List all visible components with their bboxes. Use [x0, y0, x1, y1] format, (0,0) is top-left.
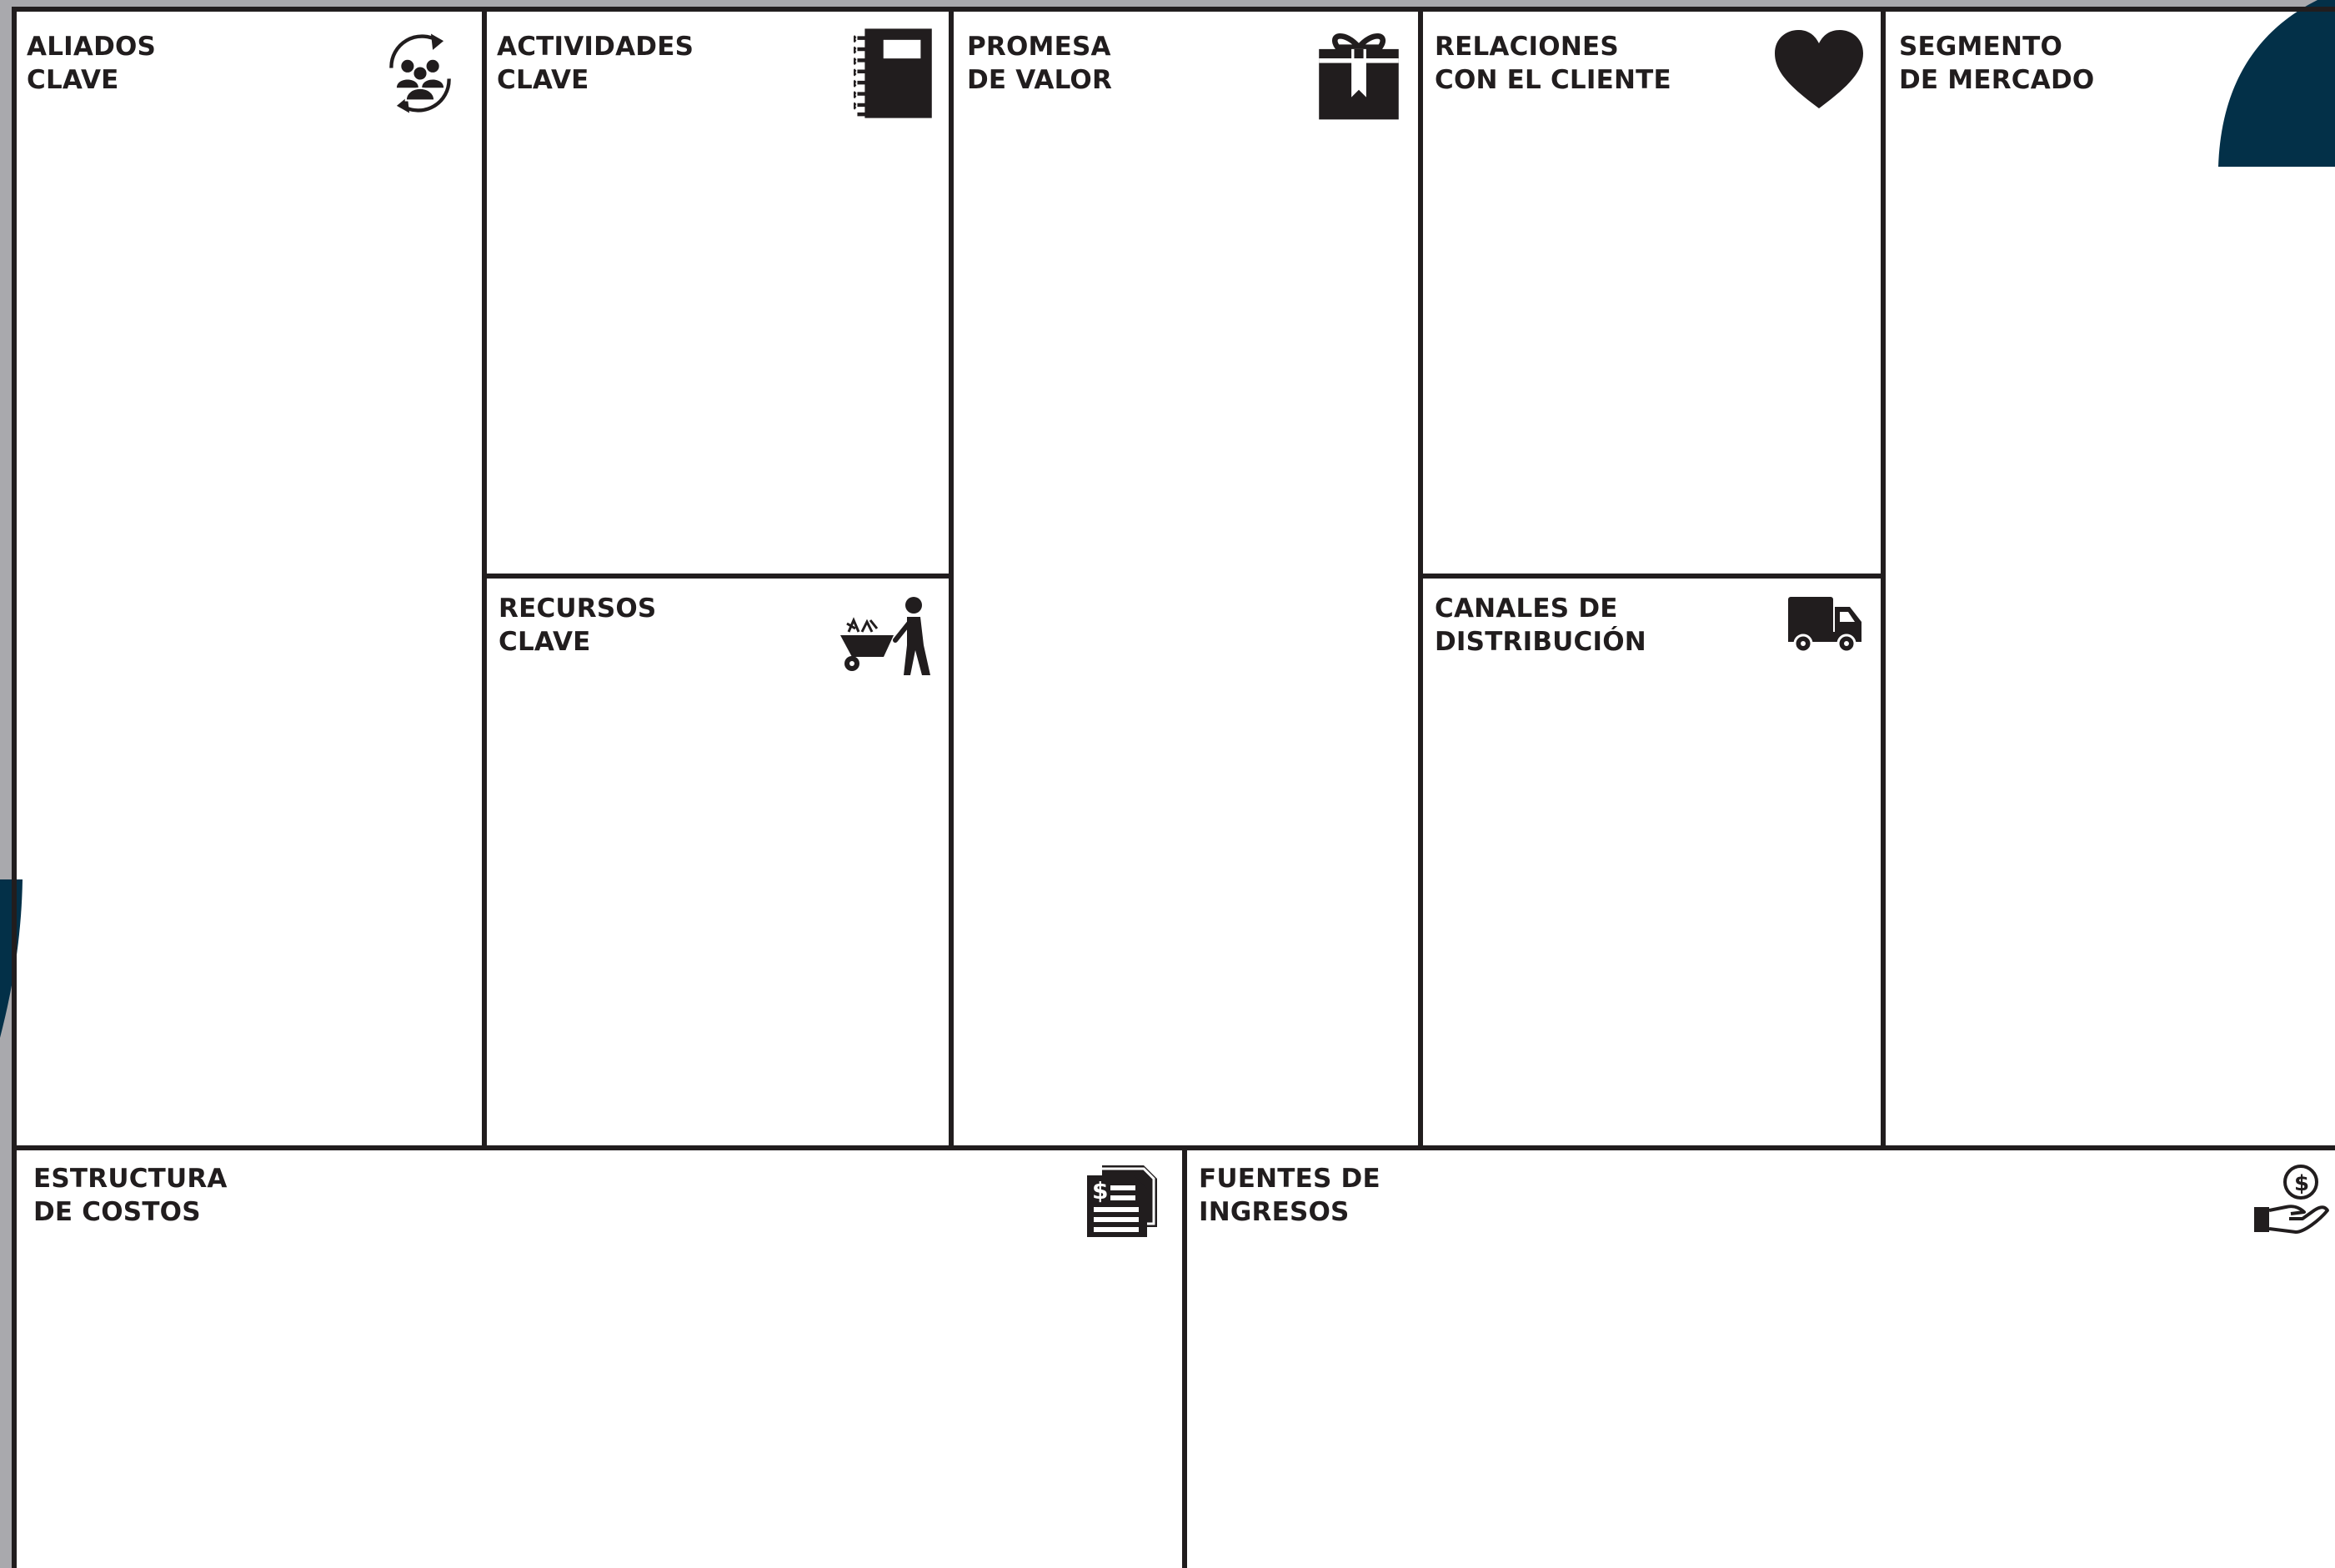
wheelbarrow-worker-icon — [837, 595, 935, 679]
cost-structure-title-line2: DE COSTOS — [33, 1197, 201, 1227]
partners-cycle-icon — [375, 28, 465, 118]
key-activities-title-line2: CLAVE — [497, 65, 589, 95]
channels-block[interactable] — [1423, 579, 1881, 1145]
svg-text:$: $ — [2294, 1171, 2310, 1196]
notebook-icon — [854, 27, 934, 120]
heart-icon — [1773, 28, 1865, 112]
key-resources-block[interactable] — [487, 579, 949, 1145]
key-partners-title-line1: ALIADOS — [27, 32, 157, 62]
key-partners-title — [27, 30, 156, 97]
key-activities-block[interactable] — [487, 12, 949, 574]
channels-title-line2: DISTRIBUCIÓN — [1435, 627, 1646, 657]
key-resources-title — [499, 592, 656, 659]
value-promise-title — [967, 30, 1112, 97]
cost-structure-block[interactable] — [17, 1150, 1182, 1568]
key-partners-title-line2: CLAVE — [27, 65, 119, 95]
value-promise-title-line1: PROMESA — [967, 32, 1111, 62]
gift-icon — [1317, 28, 1400, 122]
key-partners-block[interactable] — [17, 12, 482, 1145]
customer-relations-title — [1435, 30, 1671, 97]
customer-relations-title-line2: CON EL CLIENTE — [1435, 65, 1671, 95]
key-activities-title-line1: ACTIVIDADES — [497, 32, 694, 62]
market-segment-title-line2: DE MERCADO — [1899, 65, 2095, 95]
channels-title — [1435, 592, 1646, 659]
value-promise-title-line2: DE VALOR — [967, 65, 1113, 95]
left-frame-edge — [0, 0, 12, 1568]
revenue-streams-block[interactable] — [1187, 1150, 2335, 1568]
invoice-icon — [1085, 1164, 1160, 1239]
cost-structure-title — [33, 1162, 228, 1229]
market-segment-title-line1: SEGMENTO — [1899, 32, 2063, 62]
customer-relations-title-line1: RELACIONES — [1435, 32, 1619, 62]
market-segment-block[interactable] — [1886, 12, 2335, 1145]
key-resources-title-line1: RECURSOS — [499, 594, 657, 624]
cost-structure-title-line1: ESTRUCTURA — [33, 1164, 228, 1194]
revenue-streams-title-line2: INGRESOS — [1199, 1197, 1350, 1227]
value-promise-block[interactable] — [954, 12, 1418, 1145]
revenue-streams-title-line1: FUENTES DE — [1199, 1164, 1380, 1194]
delivery-truck-icon — [1786, 595, 1863, 654]
customer-relations-block[interactable] — [1423, 12, 1881, 574]
market-segment-title — [1899, 30, 2094, 97]
revenue-streams-title — [1199, 1162, 1380, 1229]
key-activities-title — [497, 30, 694, 97]
channels-title-line1: CANALES DE — [1435, 594, 1618, 624]
hand-coin-icon — [2252, 1164, 2331, 1239]
svg-text:$: $ — [1092, 1177, 1109, 1205]
key-resources-title-line2: CLAVE — [499, 627, 591, 657]
